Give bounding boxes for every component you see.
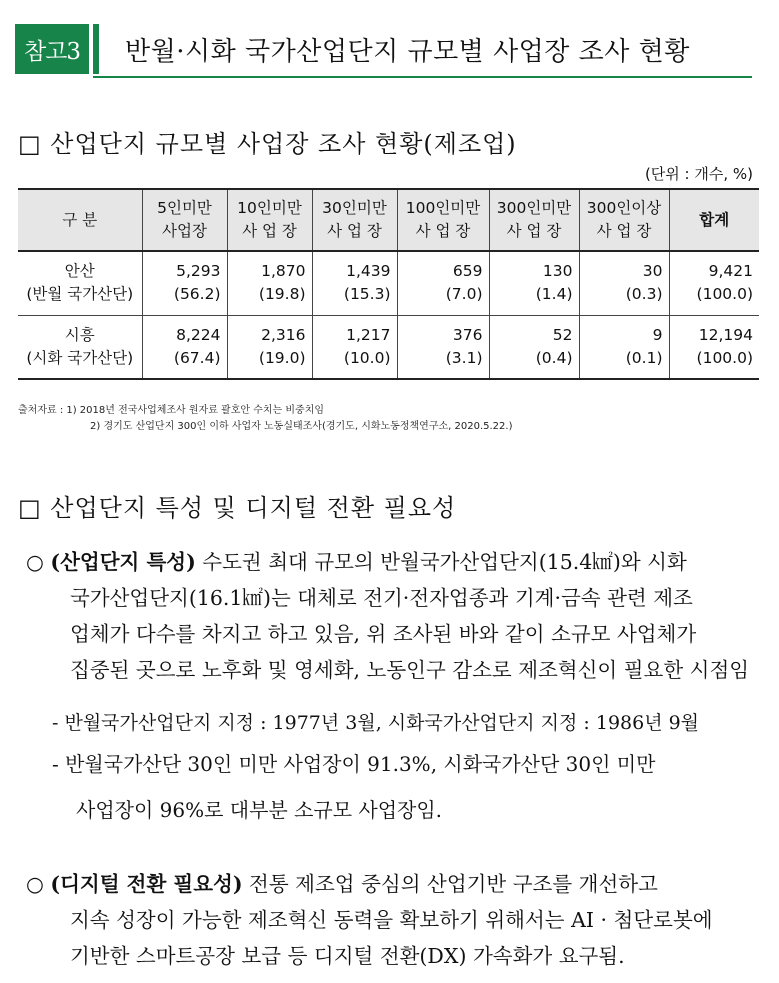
section-title-survey: □ 산업단지 규모별 사업장 조사 현황(제조업) bbox=[18, 130, 517, 158]
paragraph-text: 집중된 곳으로 노후화 및 영세화, 노동인구 감소로 제조혁신이 필요한 시점임 bbox=[70, 658, 750, 682]
table-row bbox=[18, 251, 759, 315]
row-label: 안산 (반월 국가산단) bbox=[18, 251, 142, 315]
section-title-digital: □ 산업단지 특성 및 디지털 전환 필요성 bbox=[18, 494, 457, 522]
table-cell: 376 (3.1) bbox=[397, 315, 489, 379]
table-header-row bbox=[18, 189, 759, 251]
table-cell: 130 (1.4) bbox=[489, 251, 579, 315]
table-cell: 1,870 (19.8) bbox=[227, 251, 312, 315]
table-cell: 2,316 (19.0) bbox=[227, 315, 312, 379]
header-under10: 10인미만 사 업 장 bbox=[227, 189, 312, 251]
table-cell: 659 (7.0) bbox=[397, 251, 489, 315]
table-cell: 9 (0.1) bbox=[579, 315, 669, 379]
paragraph-text: 지속 성장이 가능한 제조혁신 동력을 확보하기 위해서는 AI · 첨단로봇에 bbox=[70, 908, 713, 932]
dash-item-small-business: - 반월국가산단 30인 미만 사업장이 91.3%, 시화국가산단 30인 미만 bbox=[52, 752, 656, 776]
table-cell-total: 12,194 (100.0) bbox=[669, 315, 759, 379]
header-over300: 300인이상 사 업 장 bbox=[579, 189, 669, 251]
header-accent-bar bbox=[93, 24, 99, 74]
paragraph-characteristics bbox=[26, 544, 756, 688]
paragraph-heading: (디지털 전환 필요성) bbox=[50, 872, 243, 896]
paragraph-text: 업체가 다수를 차지고 하고 있음, 위 조사된 바와 같이 소규모 사업체가 bbox=[70, 622, 697, 646]
header-underline bbox=[93, 76, 752, 78]
source-line-1: 출처자료 : 1) 2018년 전국사업체조사 원자료 괄호안 수치는 비중치임 bbox=[18, 405, 325, 416]
circle-bullet: ○ bbox=[26, 550, 44, 574]
paragraph-text: 수도권 최대 규모의 반월국가산업단지(15.4㎢)와 시화 bbox=[195, 550, 687, 574]
doc-header bbox=[15, 24, 752, 80]
table-cell-total: 9,421 (100.0) bbox=[669, 251, 759, 315]
dash-item-designation: - 반월국가산업단지 지정 : 1977년 3월, 시화국가산업단지 지정 : 1986년 9월 bbox=[52, 712, 700, 734]
header-under300: 300인미만 사 업 장 bbox=[489, 189, 579, 251]
table-cell: 1,439 (15.3) bbox=[312, 251, 397, 315]
table-cell: 52 (0.4) bbox=[489, 315, 579, 379]
header-under100: 100인미만 사 업 장 bbox=[397, 189, 489, 251]
source-note bbox=[18, 403, 512, 435]
survey-table bbox=[18, 188, 759, 380]
row-label: 시흥 (시화 국가산단) bbox=[18, 315, 142, 379]
header-total: 합계 bbox=[669, 189, 759, 251]
header-category: 구 분 bbox=[18, 189, 142, 251]
dash-item-small-business-cont: 사업장이 96%로 대부분 소규모 사업장임. bbox=[76, 798, 443, 822]
paragraph-digital-need bbox=[26, 866, 756, 974]
table-row bbox=[18, 315, 759, 379]
header-under30: 30인미만 사 업 장 bbox=[312, 189, 397, 251]
unit-note: (단위 : 개수, %) bbox=[644, 165, 753, 183]
paragraph-text: 기반한 스마트공장 보급 등 디지털 전환(DX) 가속화가 요구됨. bbox=[70, 944, 625, 968]
table-cell: 8,224 (67.4) bbox=[142, 315, 227, 379]
source-line-2: 2) 경기도 산업단지 300인 이하 사업자 노동실태조사(경기도, 시화노동정책연구소, 2020.5.22.) bbox=[90, 421, 513, 432]
paragraph-text: 국가산업단지(16.1㎢)는 대체로 전기·전자업종과 기계·금속 관련 제조 bbox=[70, 586, 693, 610]
header-under5: 5인미만 사업장 bbox=[142, 189, 227, 251]
page-title: 반월·시화 국가산업단지 규모별 사업장 조사 현황 bbox=[125, 36, 690, 67]
reference-tag: 참고3 bbox=[15, 24, 89, 74]
paragraph-text: 전통 제조업 중심의 산업기반 구조를 개선하고 bbox=[242, 872, 658, 896]
circle-bullet: ○ bbox=[26, 872, 44, 896]
table-cell: 5,293 (56.2) bbox=[142, 251, 227, 315]
paragraph-heading: (산업단지 특성) bbox=[50, 550, 196, 574]
table-cell: 1,217 (10.0) bbox=[312, 315, 397, 379]
table-cell: 30 (0.3) bbox=[579, 251, 669, 315]
